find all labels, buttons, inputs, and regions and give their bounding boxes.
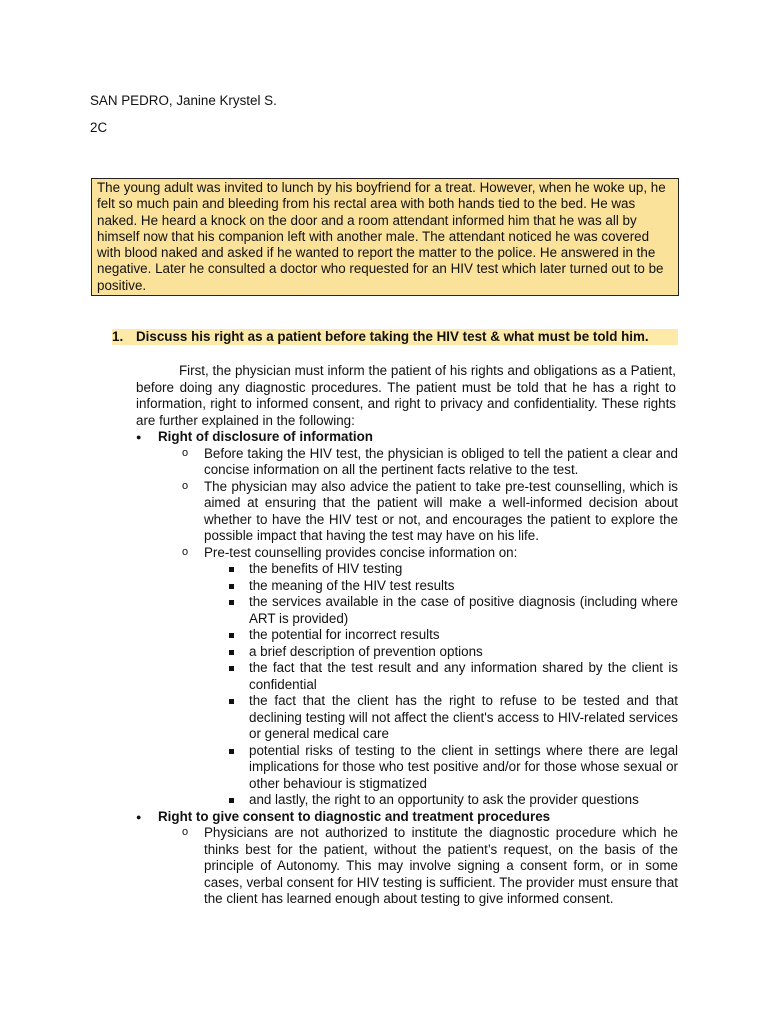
- right-item: [136, 809, 678, 908]
- counselling-item: the meaning of the HIV test results: [227, 578, 678, 595]
- section-label: 2C: [90, 120, 108, 135]
- right-points: [158, 446, 678, 809]
- intro-paragraph: [136, 363, 676, 429]
- point-item: o Physicians are not authorized to institute the diagnostic procedure which he thinks best for the patient, without the patient’s request, on the basis of the principle of Autonomy. This may involve signing a consent form, or in some cases, verbal consent for HIV testing is sufficient. The provider must ensure that the client has learned enough about testing to give informed consent.: [182, 825, 678, 908]
- point-item: o The physician may also advice the patient to take pre-test counselling, which is aimed at ensuring that the patient will make a well-informed decision about whether to have the HIV test or not, and encourages the patient to explore the possible impact that having the test may have on his life.: [182, 479, 678, 545]
- right-item: [136, 429, 678, 809]
- counselling-item: the services available in the case of positive diagnosis (including where ART is provided): [227, 594, 678, 627]
- counselling-item: the potential for incorrect results: [227, 627, 678, 644]
- counselling-item: potential risks of testing to the client in settings where there are legal implications for those who test positive and/or for those whose sexual or other behaviour is stigmatized: [227, 743, 678, 793]
- author-name: SAN PEDRO, Janine Krystel S.: [90, 93, 277, 108]
- question-number: 1.: [112, 329, 124, 344]
- counselling-items-list: [204, 561, 678, 809]
- counselling-item: and lastly, the right to an opportunity to ask the provider questions: [227, 792, 678, 809]
- right-points: [158, 825, 678, 908]
- counselling-item: the fact that the client has the right to refuse to be tested and that declining testing will not affect the client's access to HIV-related services or general medical care: [227, 693, 678, 743]
- counselling-item: the benefits of HIV testing: [227, 561, 678, 578]
- counselling-item: the fact that the test result and any information shared by the client is confidential: [227, 660, 678, 693]
- point-item: o Before taking the HIV test, the physician is obliged to tell the patient a clear and concise information on all the pertinent facts relative to the test.: [182, 446, 678, 479]
- right-title: ● Right to give consent to diagnostic and treatment procedures: [158, 808, 551, 824]
- question-text: Discuss his right as a patient before taking the HIV test & what must be told him.: [136, 329, 649, 344]
- right-title: ● Right of disclosure of information: [158, 429, 373, 444]
- point-text: o Pre-test counselling provides concise information on:: [204, 544, 518, 560]
- rights-list: [136, 429, 678, 908]
- counselling-item: a brief description of prevention options: [227, 644, 678, 661]
- case-scenario-box: The young adult was invited to lunch by his boyfriend for a treat. However, when he woke up, he felt so much pain and bleeding from his rectal area with both hands tied to the bed. He was naked. He heard a knock on the door and a room attendant informed him that he was all by himself now that his companion left with another male. The attendant noticed he was covered with blood naked and asked if he wanted to report the matter to the police. He answered in the negative. Later he consulted a doctor who requested for an HIV test which later turned out to be positive.: [91, 178, 679, 296]
- question-heading: [112, 329, 678, 345]
- point-item: [182, 545, 678, 809]
- intro-text: First, the physician must inform the patient of his rights and obligations as a Patient, before doing any diagnostic procedures. The patient must be told that he has a right to information, right to informed consent, and right to privacy and confidentiality. These rights are further explained in the following:: [136, 363, 676, 428]
